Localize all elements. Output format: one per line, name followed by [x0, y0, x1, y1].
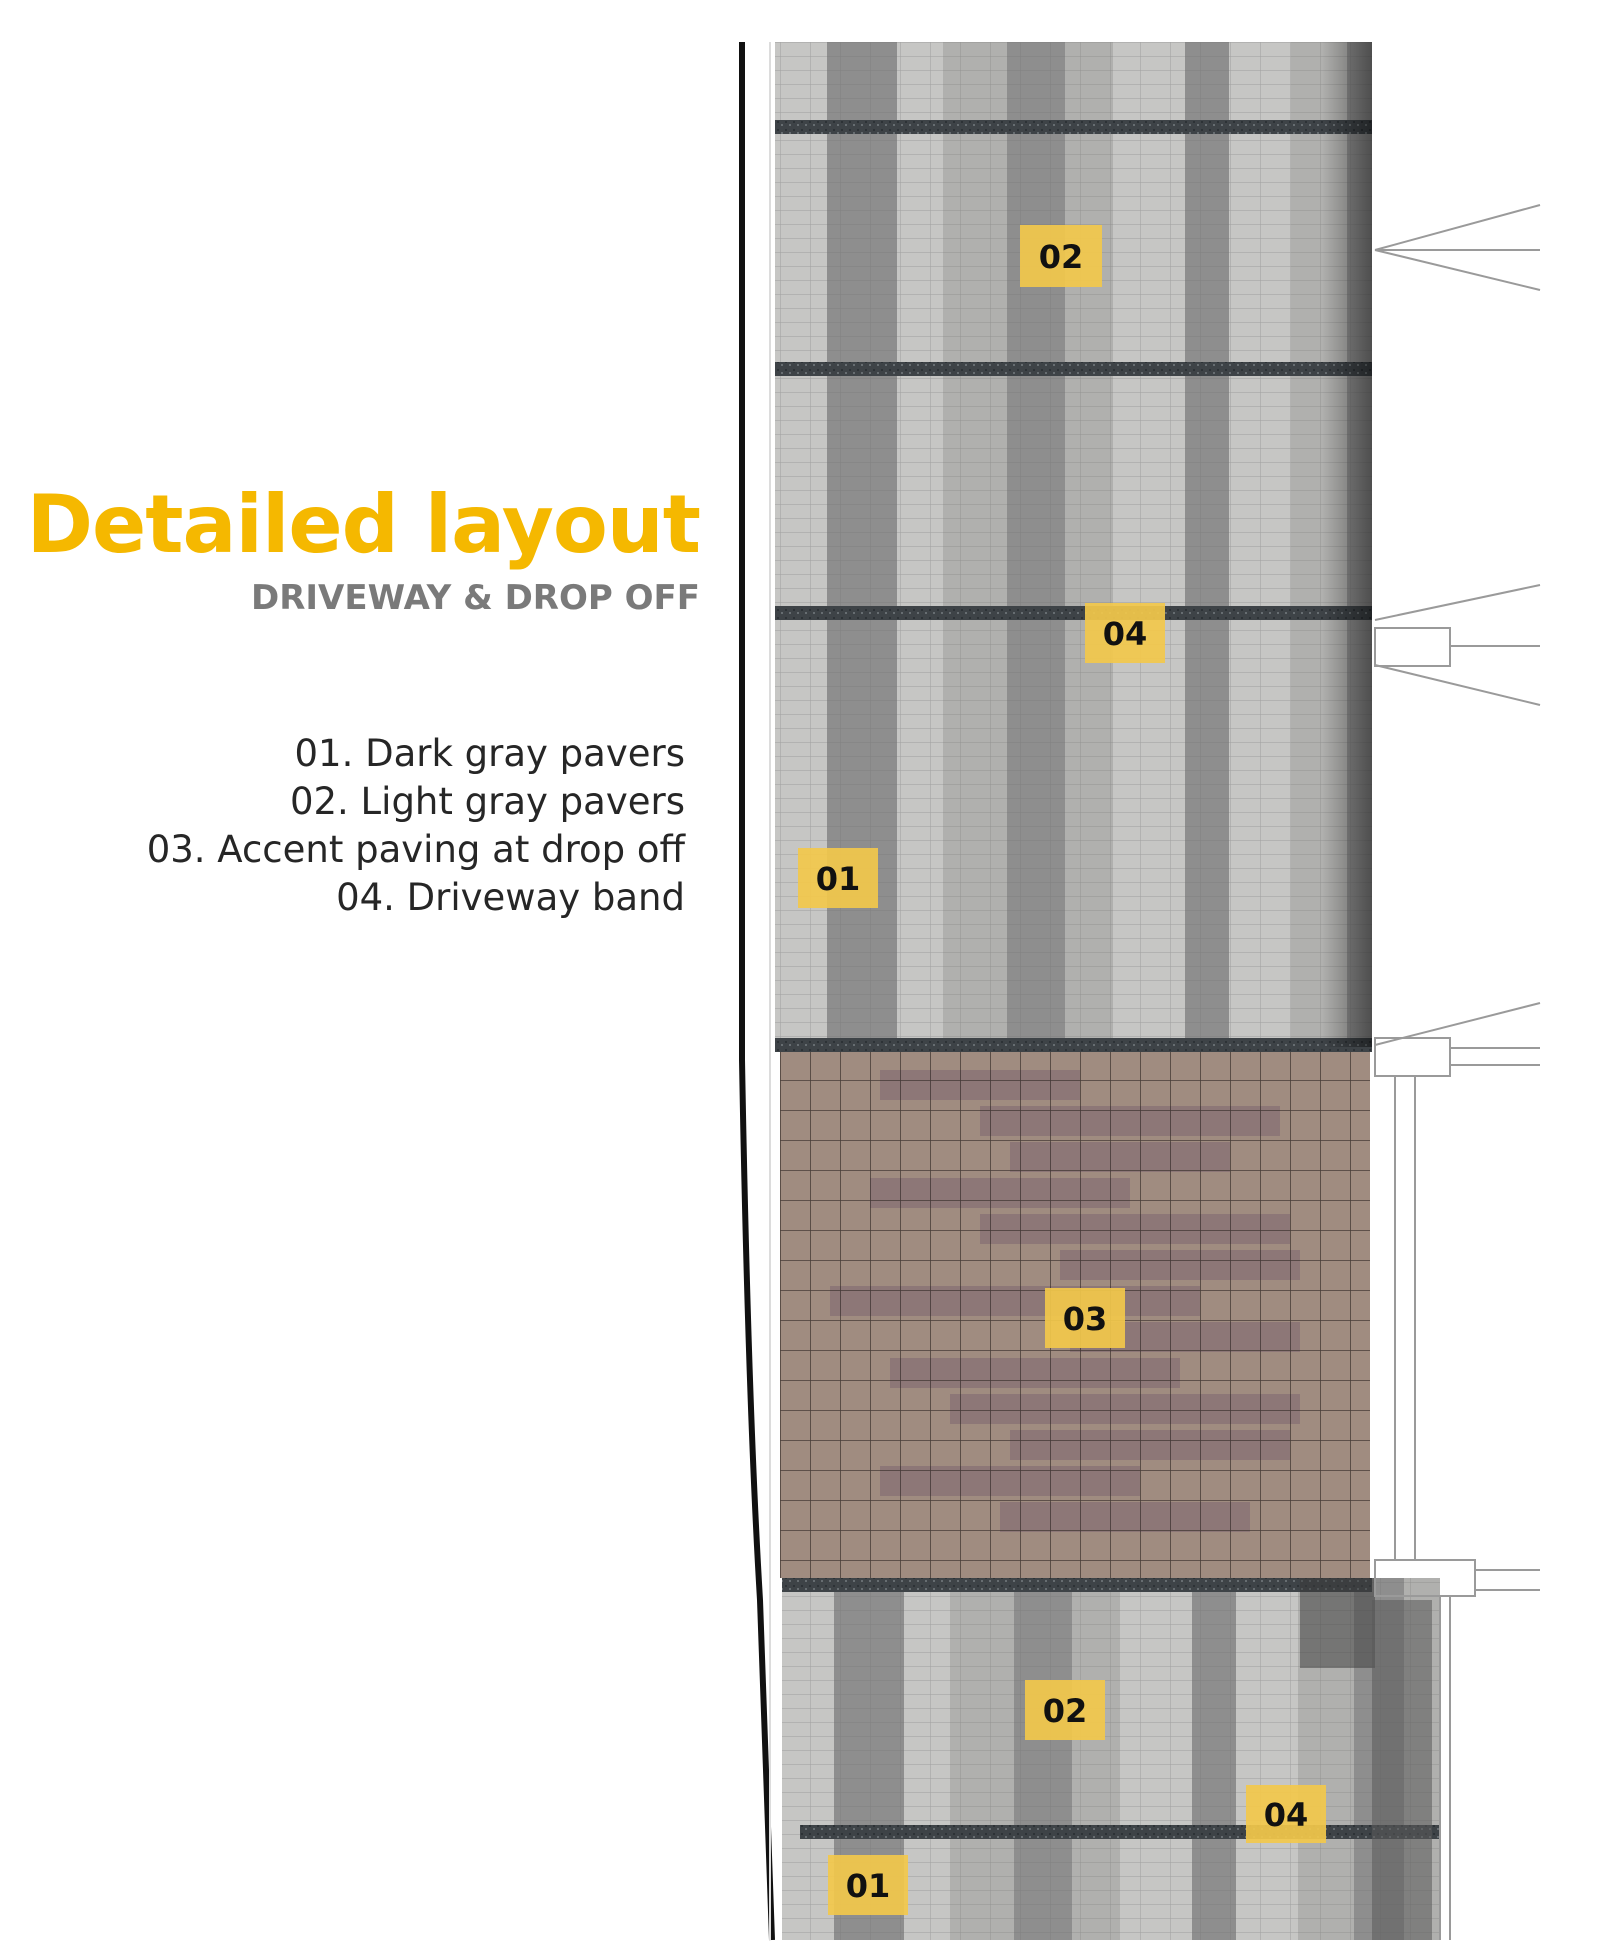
- tag-label: 04: [1102, 615, 1148, 653]
- tag-04-lower: [1246, 1785, 1326, 1843]
- curb-line: [742, 42, 772, 1940]
- tag-04-upper: [1085, 603, 1165, 663]
- tag-label: 03: [1062, 1300, 1108, 1338]
- legend-item-accent-paving: 03. Accent paving at drop off: [146, 828, 685, 871]
- tag-label: 02: [1042, 1692, 1088, 1730]
- page-title: Detailed layout: [26, 478, 700, 571]
- driveway-band-texture: [775, 606, 1372, 620]
- legend-item-driveway-band: 04. Driveway band: [336, 876, 685, 919]
- legend-item-dark-gray-pavers: 01. Dark gray pavers: [294, 732, 685, 775]
- tag-label: 01: [815, 860, 861, 898]
- page-subtitle: DRIVEWAY & DROP OFF: [251, 578, 700, 618]
- tag-01-upper: [798, 848, 878, 908]
- tag-label: 04: [1263, 1796, 1309, 1834]
- tag-01-lower: [828, 1855, 908, 1915]
- tag-02-upper: [1020, 225, 1102, 287]
- driveway-band-texture: [775, 120, 1372, 134]
- building-shadow-upper: [1322, 42, 1372, 1047]
- tag-label: 01: [845, 1867, 891, 1905]
- driveway-band-texture: [800, 1825, 1440, 1839]
- building-shadow-lower-right: [1372, 1600, 1432, 1940]
- tag-02-lower: [1025, 1680, 1105, 1740]
- driveway-band-texture: [782, 1578, 1372, 1592]
- tag-03: [1045, 1288, 1125, 1348]
- tag-label: 02: [1038, 238, 1084, 276]
- building-shadow-lower: [1300, 1578, 1375, 1668]
- legend-item-light-gray-pavers: 02. Light gray pavers: [289, 780, 685, 823]
- driveway-band-texture: [775, 1038, 1372, 1052]
- driveway-band-texture: [775, 362, 1372, 376]
